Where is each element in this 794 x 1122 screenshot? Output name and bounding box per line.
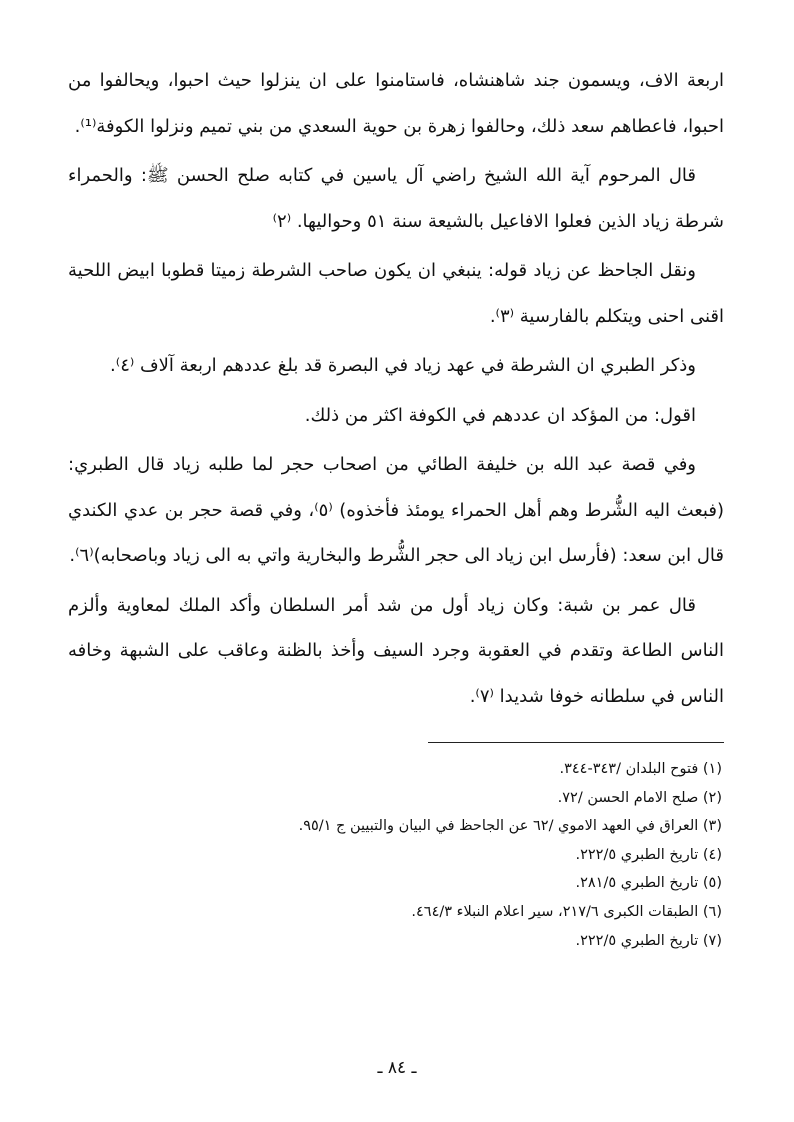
- paragraph-4: وذكر الطبري ان الشرطة في عهد زياد في البصرة قد بلغ عددهم اربعة آلاف ⁽٤⁾.: [110, 355, 696, 376]
- body-text: [68, 58, 724, 719]
- paragraph-6: وفي قصة عبد الله بن خليفة الطائي من اصحاب حجر لما طلبه زياد قال الطبري: (فبعث اليه الشُّرط وهم أهل الحمراء يومئذ فأخذوه) ⁽٥⁾، وفي قصة حجر بن عدي الكندي قال ابن سعد: (فأرسل ابن زياد الى حجر الشُّرط والبخارية واتي به الى زياد وباصحابه)⁽٦⁾.: [68, 454, 724, 566]
- footnote-2: (٢) صلح الامام الحسن /٧٢.: [557, 789, 722, 806]
- footnote-4: (٤) تاريخ الطبري ٢٢٢/٥.: [575, 846, 722, 863]
- page-number: ـ ٨٤ ـ: [377, 1058, 417, 1078]
- footnote-separator: [428, 742, 724, 743]
- paragraph-7: قال عمر بن شبة: وكان زياد أول من شد أمر السلطان وأكد الملك لمعاوية وألزم الناس الطاعة وتقدم في العقوبة وجرد السيف وأخذ بالظنة وعاقب على الشبهة وخافه الناس في سلطانه خوفا شديدا ⁽٧⁾.: [68, 594, 724, 707]
- footnote-7: (٧) تاريخ الطبري ٢٢٢/٥.: [575, 932, 722, 949]
- paragraph-2: قال المرحوم آية الله الشيخ راضي آل ياسين في كتابه صلح الحسن ﷺ: والحمراء شرطة زياد الذين فعلوا الافاعيل بالشيعة سنة ٥١ وحواليها. ⁽٢⁾: [68, 165, 724, 232]
- paragraph-3: ونقل الجاحظ عن زياد قوله: ينبغي ان يكون صاحب الشرطة زميتا قطوبا ابيض اللحية اقنى احنى ويتكلم بالفارسية ⁽٣⁾.: [68, 260, 724, 327]
- paragraph-5: اقول: من المؤكد ان عددهم في الكوفة اكثر من ذلك.: [304, 404, 696, 426]
- paragraph-1: اربعة الاف، ويسمون جند شاهنشاه، فاستامنوا على ان ينزلوا حيث احبوا، ويحالفوا من احبوا، فاعطاهم سعد ذلك، وحالفوا زهرة بن حوية السعدي من بني تميم ونزلوا الكوفة⁽¹⁾.: [68, 70, 724, 137]
- footnotes: [68, 755, 724, 955]
- footnote-3: (٣) العراق في العهد الاموي /٦٢ عن الجاحظ في البيان والتبيين ج ٩٥/١.: [298, 818, 722, 835]
- footnote-6: (٦) الطبقات الكبرى ٢١٧/٦، سير اعلام النبلاء ٤٦٤/٣.: [411, 903, 722, 920]
- footnote-5: (٥) تاريخ الطبري ٢٨١/٥.: [575, 875, 722, 892]
- footnote-1: (١) فتوح البلدان /٣٤٣-٣٤٤.: [559, 761, 722, 777]
